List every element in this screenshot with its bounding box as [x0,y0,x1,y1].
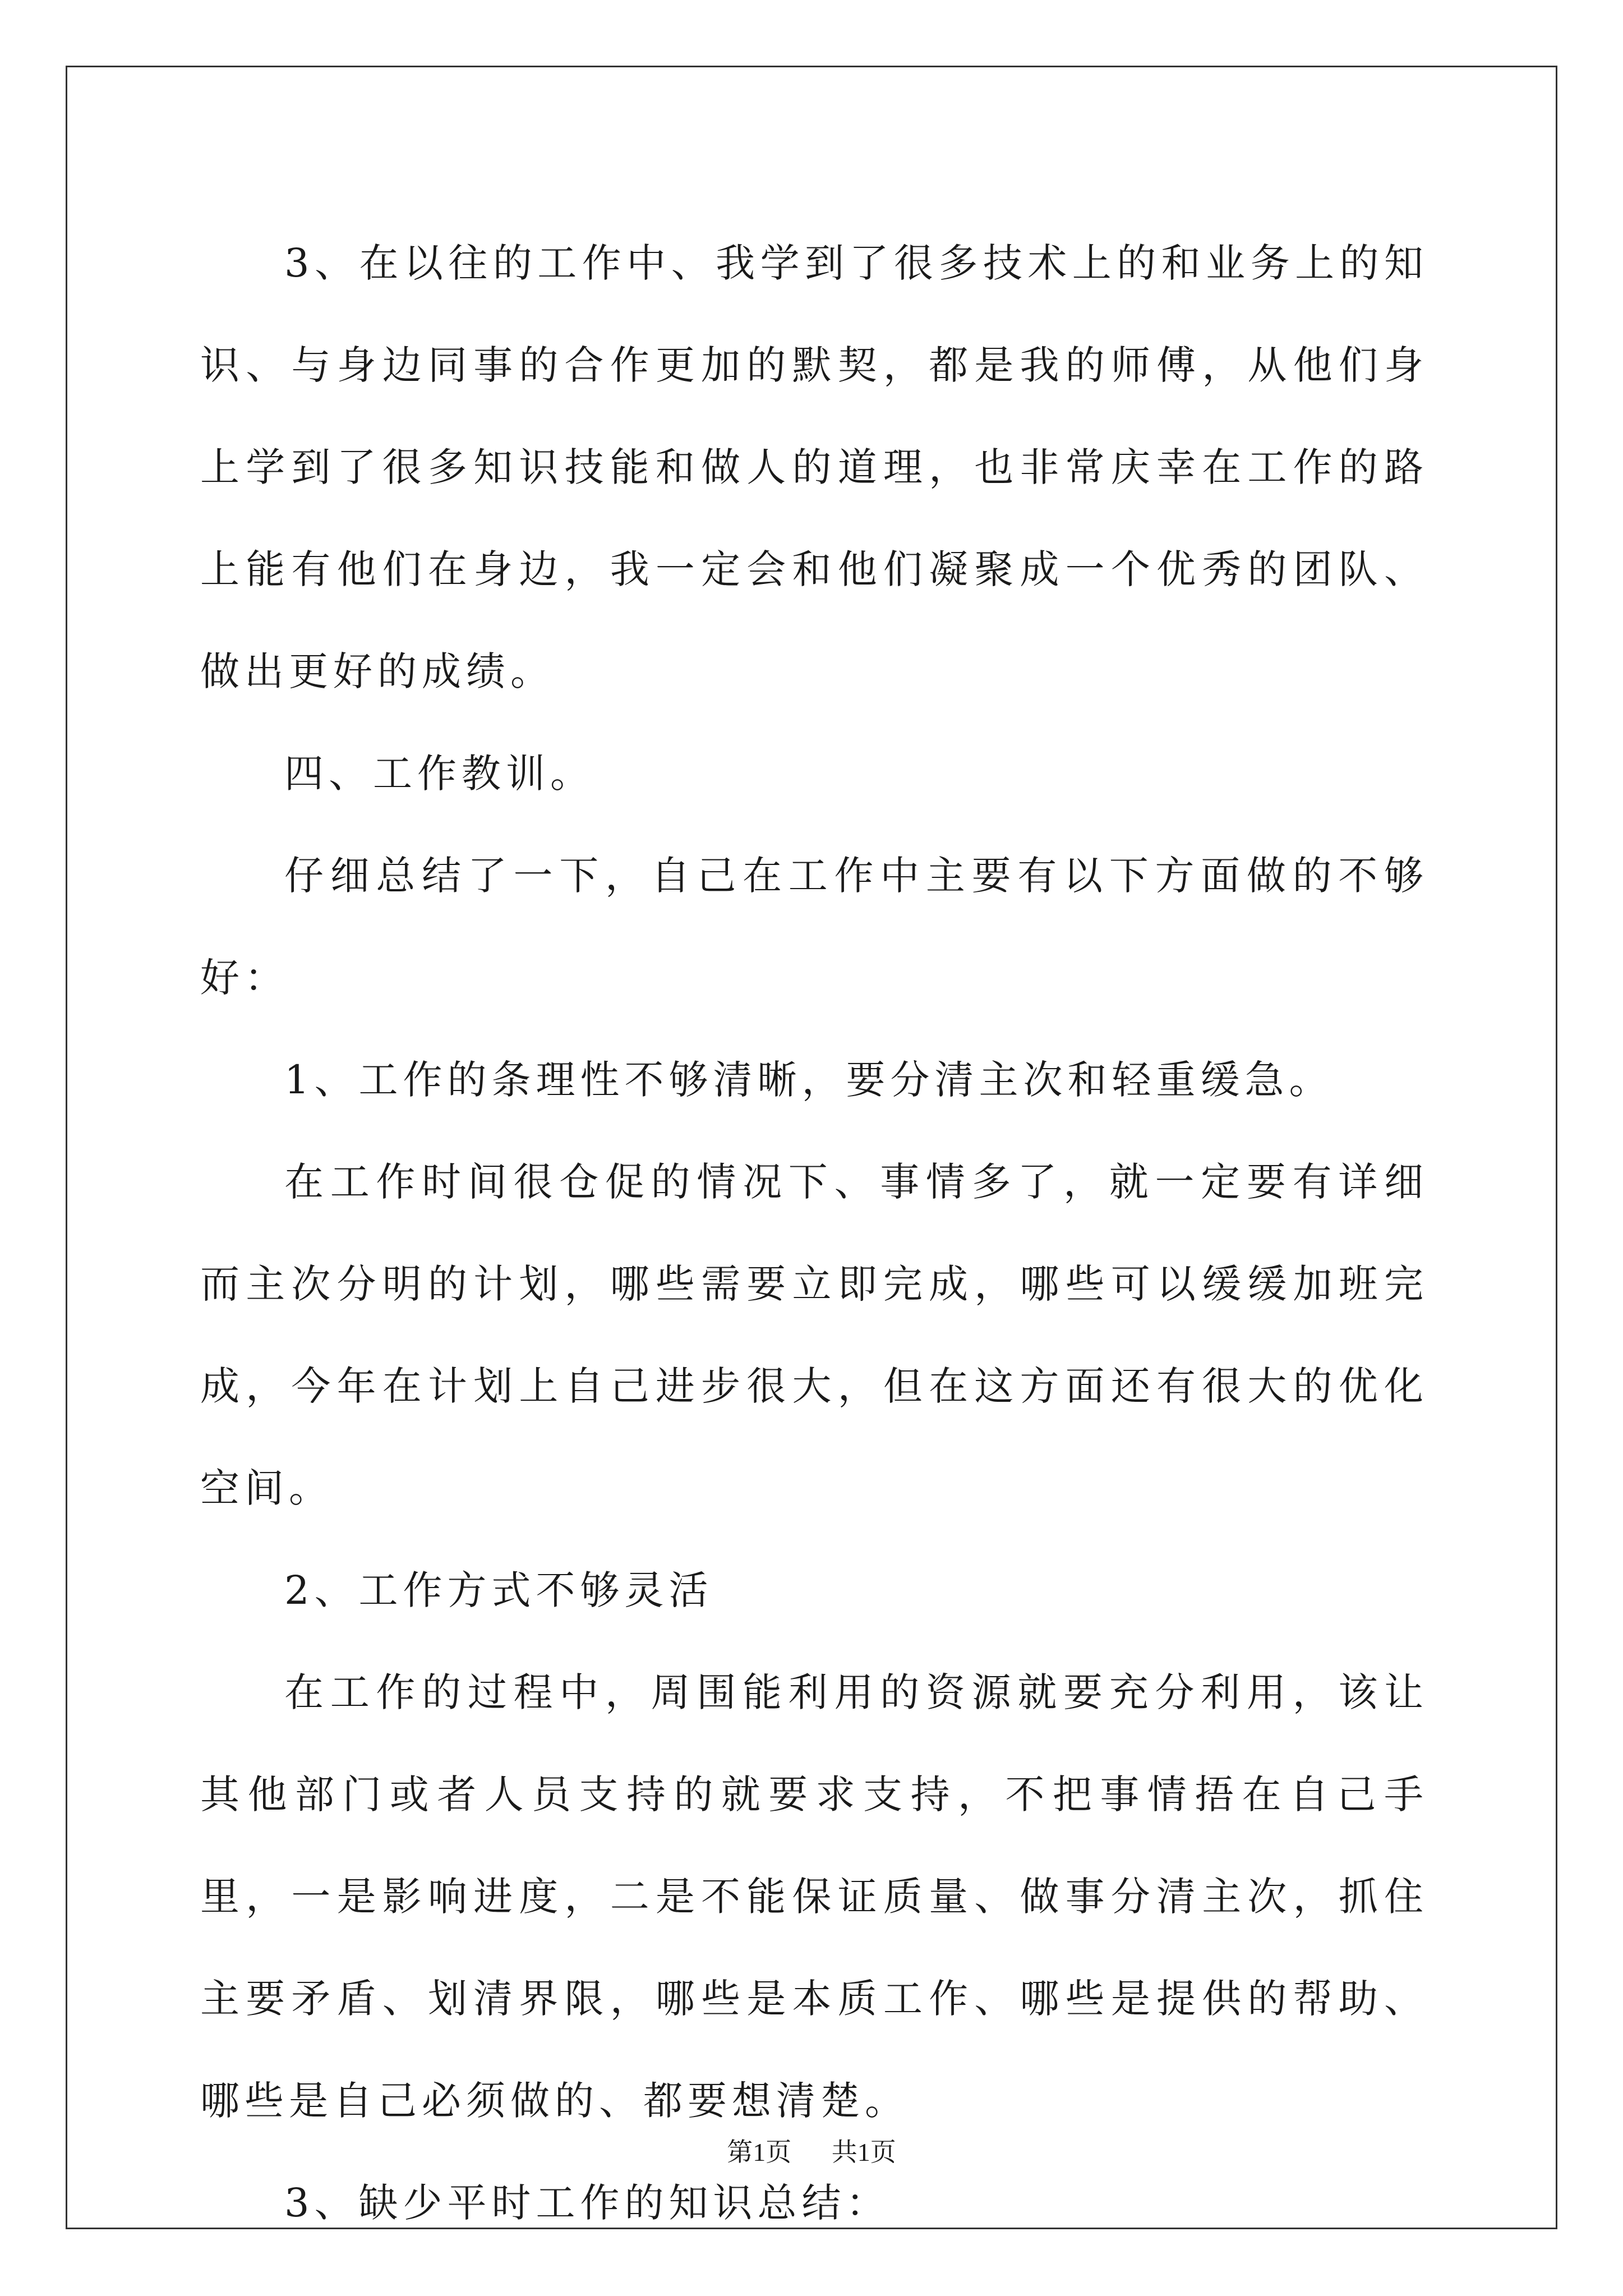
page-number: 第1页 [727,2138,792,2166]
list-item-heading: 2、工作方式不够灵活 [284,1567,713,1613]
paragraph: 在工作时间很仓促的情况下、事情多了，就一定要有详细而主次分明的计划，哪些需要立即完成，哪些可以缓缓加班完成，今年在计划上自己进步很大，但在这方面还有很大的优化空间。 [200,1159,1428,1511]
paragraph: 3、在以往的工作中、我学到了很多技术上的和业务上的知识、与身边同事的合作更加的默契，都是我的师傅，从他们身上学到了很多知识技能和做人的道理，也非常庆幸在工作的路上能有他们在身边，我一定会和他们凝聚成一个优秀的团队、做出更好的成绩。 [200,240,1428,694]
section-heading: 四、工作教训。 [284,751,594,797]
document-body [200,212,1428,2254]
list-item-heading: 1、工作的条理性不够清晰，要分清主次和轻重缓急。 [284,1057,1334,1103]
paragraph: 在工作的过程中，周围能利用的资源就要充分利用，该让其他部门或者人员支持的就要求支持，不把事情捂在自己手里，一是影响进度，二是不能保证质量、做事分清主次，抓住主要矛盾、划清界限，哪些是本质工作、哪些是提供的帮助、哪些是自己必须做的、都要想清楚。 [200,1669,1428,2124]
page-total: 共1页 [831,2138,896,2166]
page-footer [0,2132,1623,2169]
list-item-heading: 3、缺少平时工作的知识总结： [284,2180,891,2226]
paragraph: 仔细总结了一下，自己在工作中主要有以下方面做的不够好： [200,853,1428,1001]
